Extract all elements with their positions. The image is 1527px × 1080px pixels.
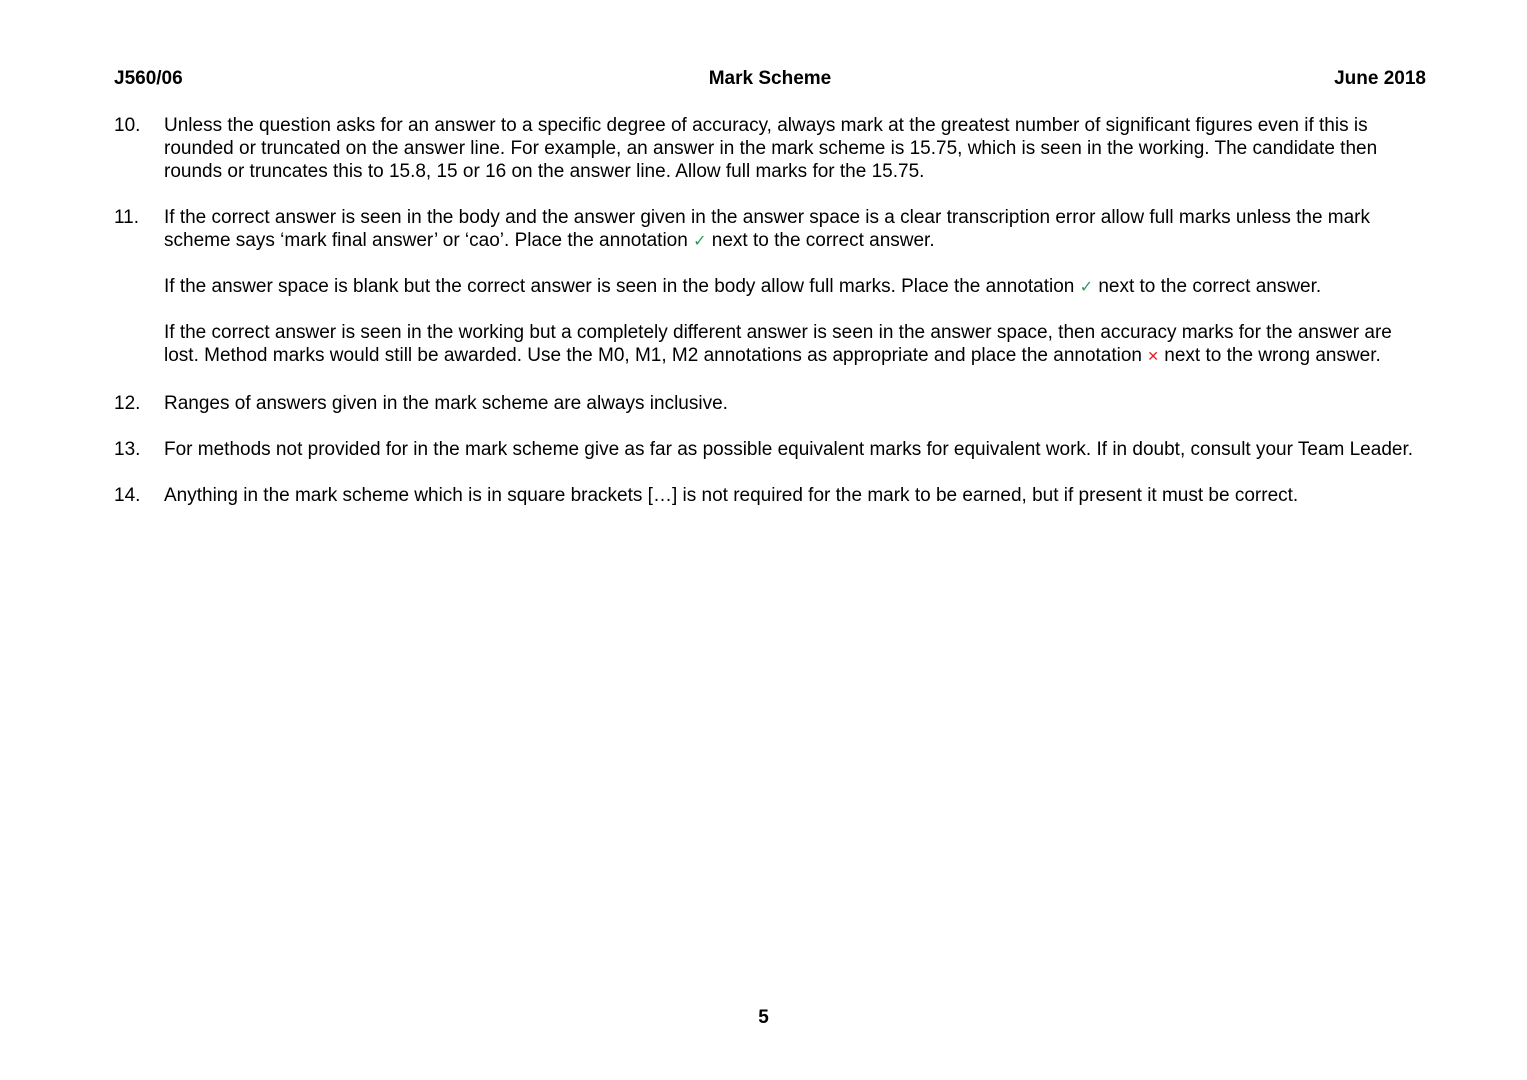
marking-instructions [114,114,1426,530]
document-title: Mark Scheme [708,68,832,89]
instruction-item-13 [114,438,1426,461]
text-segment: next to the correct answer. [706,230,935,251]
exam-date: June 2018 [1334,68,1426,89]
instruction-item-14 [114,484,1426,507]
instruction-item-12 [114,392,1426,415]
instruction-item-10 [114,114,1426,183]
tick-icon: ✓ [1079,277,1094,296]
paper-code: J560/06 [114,68,183,89]
cross-icon: ✕ [1147,349,1160,365]
text-segment: next to the wrong answer. [1159,345,1381,366]
text-segment: next to the correct answer. [1093,276,1322,297]
page-number: 5 [758,1007,769,1028]
instruction-item-11 [114,206,1426,369]
item-number: 13. [114,439,141,460]
item-number: 11. [114,207,140,228]
item-number: 14. [114,485,141,506]
item-number: 10. [114,115,141,136]
instruction-text: Ranges of answers given in the mark scheme are always inclusive. [164,393,728,414]
item-number: 12. [114,393,141,414]
text-segment: If the correct answer is seen in the working but a completely different answer is seen in the answer space, then accuracy marks for the answer are lost. Method marks would still be awarded. Use the M0, M1, M2 annotations as appropriate and place the annotation [164,322,1392,366]
instruction-text: Unless the question asks for an answer to a specific degree of accuracy, always mark at the greatest number of significant figures even if this is rounded or truncated on the answer line. For example, an answer in the mark scheme is 15.75, which is seen in the working. The candidate then rounds or truncates this to 15.8, 15 or 16 on the answer line. Allow full marks for the 15.75. [164,115,1378,182]
text-segment: If the correct answer is seen in the body and the answer given in the answer space is a clear transcription error allow full marks unless the mark scheme says ‘mark final answer’ or ‘cao’. Place the annotation [164,207,1371,251]
instruction-text [164,206,1426,252]
tick-icon: ✓ [693,231,707,250]
text-segment: If the answer space is blank but the correct answer is seen in the body allow full marks. Place the annotation [164,276,1080,297]
instruction-text [164,321,1426,369]
instruction-text: Anything in the mark scheme which is in square brackets […] is not required for the mark to be earned, but if present it must be correct. [164,485,1299,506]
page-header [114,66,1426,92]
instruction-text [164,275,1426,298]
instruction-text: For methods not provided for in the mark scheme give as far as possible equivalent marks for equivalent work. If in doubt, consult your Team Leader. [164,439,1414,460]
